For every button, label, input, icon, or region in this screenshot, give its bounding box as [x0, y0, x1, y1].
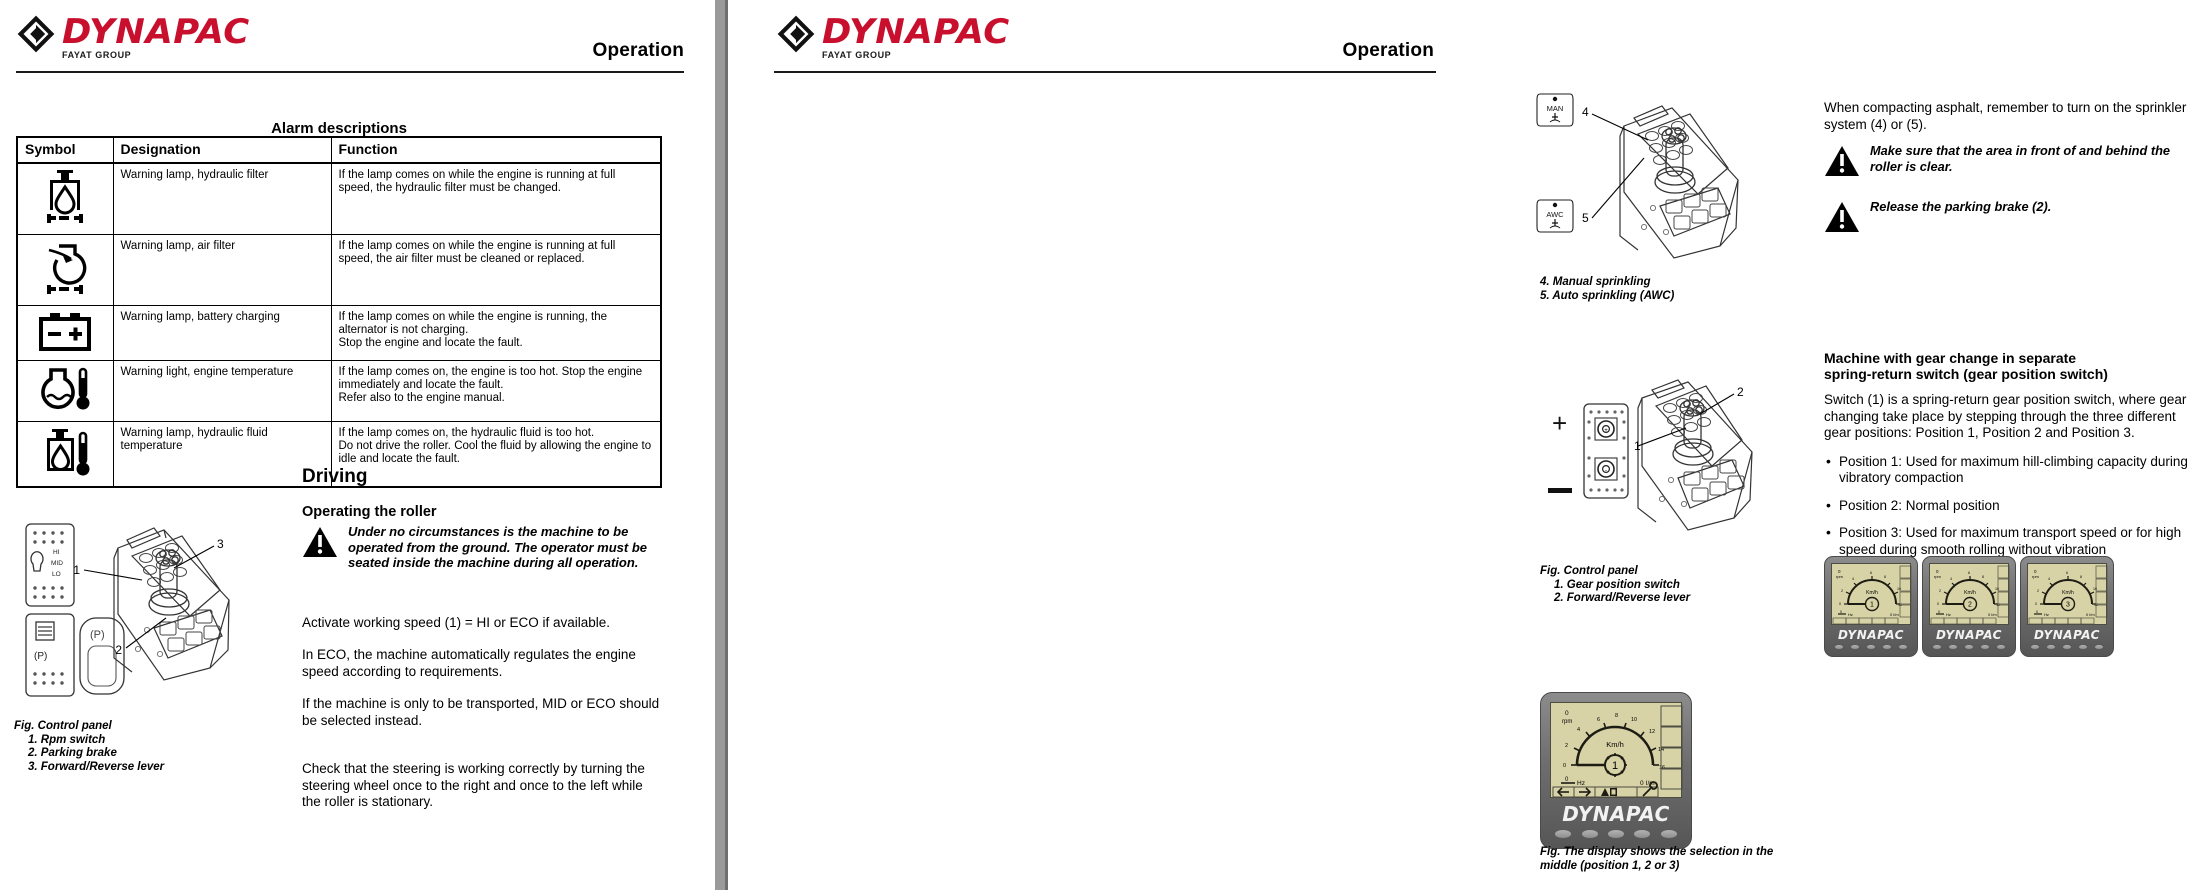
- gear-position-figure: [1538, 380, 1773, 570]
- gear-fig-item-2: 2. Forward/Reverse lever: [1554, 592, 1691, 604]
- display-button[interactable]: [1581, 829, 1599, 839]
- driving-paragraph-1: Activate working speed (1) = HI or ECO if available.: [302, 614, 611, 630]
- sprinkler-warning-1-text: Make sure that the area in front of and behind the roller is clear.: [1870, 143, 2171, 174]
- sprinkler-text-block: [1824, 100, 2192, 233]
- svg-text:14: 14: [1658, 747, 1665, 753]
- designation-cell: Warning lamp, hydraulic fluid temperature: [113, 422, 331, 488]
- table-row: [17, 235, 661, 306]
- callout-2: 2: [115, 643, 122, 657]
- function-cell: If the lamp comes on while the engine is running at full speed, the air filter must be cleaned or replaced.: [331, 235, 661, 306]
- function-cell: If the lamp comes on while the engine is running, the alternator is not charging. Stop the engine and locate the fault.: [331, 306, 661, 361]
- svg-text:16: 16: [1659, 765, 1666, 771]
- gear-intro: Switch (1) is a spring-return gear position switch, where gear changing take place by stepping through the three different gear positions: Position 1, Position 2 and Position 3.: [1824, 392, 2187, 440]
- svg-text:8: 8: [1884, 575, 1886, 579]
- symbol-cell: [17, 361, 113, 422]
- display-unit-position-1: [1824, 556, 1918, 657]
- symbol-cell: [17, 163, 113, 235]
- right-page-header: [760, 0, 1450, 78]
- svg-text:0: 0: [2036, 610, 2038, 614]
- rpm-label: rpm: [1562, 719, 1573, 725]
- svg-text:Km/h: Km/h: [2062, 590, 2074, 596]
- svg-text:0: 0: [1839, 602, 1841, 606]
- dynapac-diamond-icon: [16, 14, 56, 54]
- table-header-row: [17, 137, 661, 163]
- gear-value: 2: [1968, 601, 1972, 609]
- display-button[interactable]: [2046, 644, 2056, 650]
- svg-text:0: 0: [1936, 569, 1939, 574]
- display-button[interactable]: [1882, 644, 1892, 650]
- gear-heading-line-2: spring-return switch (gear position switch): [1824, 366, 2108, 382]
- fig-item-1: 1. Rpm switch: [28, 733, 106, 746]
- svg-text:Km/h: Km/h: [1964, 590, 1976, 596]
- left-page: [0, 0, 700, 890]
- svg-text:8: 8: [1615, 713, 1619, 719]
- display-button[interactable]: [1866, 644, 1876, 650]
- function-cell: If the lamp comes on while the engine is running at full speed, the hydraulic filter must be changed.: [331, 163, 661, 235]
- list-item: • Position 3: Used for maximum transport speed or for high speed during smooth rolling without vibration: [1824, 525, 2192, 558]
- svg-text:0: 0: [1840, 610, 1842, 614]
- svg-text:Hz: Hz: [1946, 612, 1951, 617]
- gear-heading-line-1: Machine with gear change in separate: [1824, 350, 2077, 366]
- display-button[interactable]: [1834, 644, 1844, 650]
- header-rule-left: [16, 71, 684, 73]
- svg-text:0: 0: [1563, 763, 1567, 769]
- display-unit-strip: [1824, 556, 2114, 657]
- sprinkler-control-illustration: [1532, 88, 1772, 278]
- warning-triangle-icon: [1824, 201, 1860, 233]
- gear-value-large: 1: [1611, 760, 1619, 772]
- callout-4: 4: [1582, 105, 1589, 119]
- svg-text:8: 8: [2080, 575, 2082, 579]
- dynapac-diamond-icon: [776, 14, 816, 54]
- col-header-function: Function: [331, 137, 661, 163]
- function-cell: If the lamp comes on, the hydraulic fluid is too hot. Do not drive the roller. Cool the fluid by allowing the engine to idle and locate the fault.: [331, 422, 661, 488]
- control-panel-figure-caption: [14, 720, 264, 774]
- svg-text:2: 2: [1565, 743, 1569, 749]
- svg-text:0 l/m: 0 l/m: [1988, 612, 1997, 617]
- driving-paragraph-4: Check that the steering is working correctly by turning the steering wheel once to the right and once to the left while the roller is stationary.: [302, 761, 645, 809]
- svg-text:Km/h: Km/h: [1866, 590, 1878, 596]
- alarm-descriptions-table: [16, 136, 662, 488]
- display-figure-caption: Fig. The display shows the selection in the middle (position 1, 2 or 3): [1540, 846, 1774, 872]
- callout-2: 2: [1737, 385, 1744, 399]
- gauge-display-3: [2028, 564, 2108, 624]
- svg-text:12: 12: [1996, 603, 2000, 607]
- svg-text:Hz: Hz: [2044, 612, 2049, 617]
- gauge-display-large: [1551, 703, 1685, 797]
- display-button[interactable]: [1633, 829, 1651, 839]
- svg-text:AWC: AWC: [1546, 210, 1564, 219]
- symbol-cell: [17, 306, 113, 361]
- warning-triangle-icon: [1824, 145, 1860, 177]
- display-unit-position-2: [1922, 556, 2016, 657]
- display-button[interactable]: [1932, 644, 1942, 650]
- svg-text:4: 4: [1852, 577, 1854, 581]
- svg-text:10: 10: [1631, 717, 1638, 723]
- display-button-row[interactable]: [1831, 644, 1911, 650]
- page-gutter-line: [725, 0, 728, 890]
- sprinkler-cap-item-2: 5. Auto sprinkling (AWC): [1540, 289, 1675, 302]
- alarm-table-wrap: [16, 136, 662, 488]
- fig-item-3: 3. Forward/Reverse lever: [28, 760, 165, 773]
- list-item: • Position 1: Used for maximum hill-climbing capacity during vibratory compaction: [1824, 454, 2192, 487]
- table-row: [17, 306, 661, 361]
- gauge-display-1: [1832, 564, 1912, 624]
- svg-text:MAN: MAN: [1546, 104, 1564, 113]
- alarm-descriptions-title: Alarm descriptions: [271, 120, 407, 137]
- display-button-row[interactable]: [1929, 644, 2009, 650]
- right-arrow-icon: [1579, 788, 1590, 796]
- svg-text:0 l/m: 0 l/m: [2086, 612, 2095, 617]
- engine-temperature-warning-icon: [35, 366, 95, 414]
- rpm-value: 0: [1565, 710, 1569, 717]
- flow-label: l/m: [1646, 780, 1655, 787]
- svg-text:0: 0: [2034, 569, 2037, 574]
- table-row: [17, 361, 661, 422]
- svg-text:rpm: rpm: [1836, 574, 1843, 579]
- display-button[interactable]: [2078, 644, 2088, 650]
- gear-position-list: [1824, 454, 2192, 559]
- brand-subtitle: FAYAT GROUP: [62, 50, 132, 60]
- display-brand: DYNAPAC: [1838, 628, 1904, 642]
- display-unit-large: [1540, 692, 1740, 849]
- svg-text:0 l/m: 0 l/m: [1890, 612, 1899, 617]
- driving-paragraph-3: If the machine is only to be transported, MID or ECO should be selected instead.: [302, 696, 660, 728]
- display-button[interactable]: [1660, 829, 1678, 839]
- operating-roller-subheading: Operating the roller: [302, 504, 437, 520]
- sprinkler-cap-item-1: 4. Manual sprinkling: [1540, 276, 1651, 288]
- svg-text:2: 2: [2037, 589, 2039, 593]
- air-filter-warning-icon: [37, 240, 93, 298]
- alarm-icon: [1601, 788, 1617, 796]
- gear-value: 1: [1870, 601, 1874, 609]
- display-button[interactable]: [1554, 829, 1572, 839]
- sprinkler-intro: When compacting asphalt, remember to turn on the sprinkler system (4) or (5).: [1824, 100, 2187, 132]
- sprinkler-figure-caption: [1540, 276, 1790, 303]
- fig-label: Fig. Control panel: [14, 720, 112, 732]
- brand-wordmark: DYNAPAC: [62, 12, 250, 52]
- brand-subtitle: FAYAT GROUP: [822, 50, 892, 60]
- designation-cell: Warning lamp, battery charging: [113, 306, 331, 361]
- warning-triangle-icon: [302, 526, 338, 558]
- page-gutter-shadow: [715, 0, 725, 890]
- svg-text:12: 12: [1649, 729, 1656, 735]
- function-cell: If the lamp comes on, the engine is too hot. Stop the engine immediately and locate the fault. Refer also to the engine manual.: [331, 361, 661, 422]
- svg-text:LO: LO: [52, 571, 61, 578]
- sprinkler-warning-2: [1824, 199, 2192, 233]
- display-button[interactable]: [1980, 644, 1990, 650]
- driving-heading: Driving: [302, 466, 368, 487]
- control-panel-illustration: [14, 518, 259, 718]
- svg-text:MID: MID: [51, 560, 63, 567]
- svg-text:Hz: Hz: [1848, 612, 1853, 617]
- display-unit-position-3: [2020, 556, 2114, 657]
- display-unit-large-body: [1540, 692, 1692, 849]
- display-brand-large: DYNAPAC: [1562, 802, 1670, 826]
- display-button[interactable]: [1996, 644, 2006, 650]
- svg-text:12: 12: [2094, 603, 2098, 607]
- gear-value: 3: [2066, 601, 2070, 609]
- speed-unit-label: Km/h: [1606, 740, 1624, 749]
- driving-section: [302, 466, 662, 827]
- symbol-cell: [17, 422, 113, 488]
- svg-text:10: 10: [2093, 587, 2097, 591]
- display-button-row[interactable]: [2027, 644, 2107, 650]
- col-header-designation: Designation: [113, 137, 331, 163]
- svg-text:12: 12: [1898, 603, 1902, 607]
- header-rule-right: [774, 71, 1436, 73]
- svg-text:6: 6: [1968, 571, 1970, 575]
- display-brand: DYNAPAC: [1936, 628, 2002, 642]
- driving-warning: [302, 524, 662, 571]
- svg-text:(P): (P): [34, 651, 48, 662]
- svg-text:0: 0: [2035, 602, 2037, 606]
- display-button[interactable]: [1948, 644, 1958, 650]
- display-brand: DYNAPAC: [2034, 628, 2100, 642]
- svg-text:+: +: [1604, 428, 1608, 434]
- callout-1: 1: [1634, 439, 1641, 453]
- hz-label: Hz: [1577, 780, 1585, 787]
- brand-wordmark: DYNAPAC: [822, 12, 1010, 52]
- svg-text:HI: HI: [53, 549, 60, 556]
- svg-text:6: 6: [2066, 571, 2068, 575]
- svg-text:(P): (P): [90, 629, 105, 641]
- designation-cell: Warning lamp, air filter: [113, 235, 331, 306]
- left-arrow-icon: [1558, 788, 1569, 796]
- gear-text-block: [1824, 350, 2192, 569]
- callout-3: 3: [217, 537, 224, 551]
- symbol-cell: [17, 235, 113, 306]
- svg-text:0: 0: [1838, 569, 1841, 574]
- svg-text:4: 4: [1950, 577, 1952, 581]
- svg-text:6: 6: [1597, 717, 1601, 723]
- list-item: • Position 2: Normal position: [1824, 498, 2192, 515]
- svg-text:rpm: rpm: [1934, 574, 1941, 579]
- sprinkler-warning-1: [1824, 143, 2192, 177]
- display-button[interactable]: [1964, 644, 1974, 650]
- display-button-row-large[interactable]: [1550, 829, 1682, 839]
- control-panel-figure: [14, 518, 259, 723]
- callout-1: 1: [73, 563, 80, 577]
- table-row: [17, 163, 661, 235]
- driving-paragraph-2: In ECO, the machine automatically regulates the engine speed according to requirements.: [302, 647, 636, 679]
- svg-text:-: -: [1605, 468, 1607, 474]
- page-title-right: Operation: [1342, 40, 1434, 61]
- dynapac-logo: [16, 12, 250, 60]
- col-header-symbol: Symbol: [17, 137, 113, 163]
- svg-text:rpm: rpm: [2032, 574, 2039, 579]
- gauge-display-2: [1930, 564, 2010, 624]
- gear-position-illustration: [1538, 380, 1773, 565]
- driving-warning-text: Under no circumstances is the machine to be operated from the ground. The operator must be seated inside the machine during all operation.: [348, 524, 648, 570]
- right-page: [760, 0, 2188, 890]
- sprinkler-warning-2-text: Release the parking brake (2).: [1870, 199, 2052, 214]
- page-title-left: Operation: [592, 40, 684, 61]
- designation-cell: Warning light, engine temperature: [113, 361, 331, 422]
- left-page-header: [0, 0, 700, 78]
- display-button[interactable]: [2094, 644, 2104, 650]
- svg-text:2: 2: [1841, 589, 1843, 593]
- dynapac-logo-right: [776, 12, 1010, 60]
- svg-text:6: 6: [1870, 571, 1872, 575]
- display-button[interactable]: [2030, 644, 2040, 650]
- display-button[interactable]: [2062, 644, 2072, 650]
- designation-cell: Warning lamp, hydraulic filter: [113, 163, 331, 235]
- flow-value: 0: [1640, 780, 1644, 787]
- svg-text:4: 4: [2048, 577, 2050, 581]
- hydraulic-filter-warning-icon: [37, 169, 93, 227]
- display-button[interactable]: [1898, 644, 1908, 650]
- gear-fig-item-1: 1. Gear position switch: [1554, 578, 1680, 591]
- svg-text:4: 4: [1577, 727, 1581, 733]
- display-button[interactable]: [1607, 829, 1625, 839]
- svg-text:10: 10: [1897, 587, 1901, 591]
- battery-charging-warning-icon: [36, 311, 94, 353]
- svg-text:8: 8: [1982, 575, 1984, 579]
- display-button[interactable]: [1850, 644, 1860, 650]
- gear-figure-caption: [1540, 565, 1790, 606]
- hz-value: 0: [1565, 777, 1569, 783]
- hydraulic-fluid-temperature-warning-icon: [35, 427, 95, 479]
- svg-text:10: 10: [1995, 587, 1999, 591]
- svg-text:2: 2: [1939, 589, 1941, 593]
- plus-symbol: +: [1552, 408, 1568, 438]
- minus-symbol: [1548, 488, 1572, 493]
- svg-text:0: 0: [1937, 602, 1939, 606]
- callout-5: 5: [1582, 211, 1589, 225]
- svg-text:0: 0: [1938, 610, 1940, 614]
- fig-item-2: 2. Parking brake: [28, 747, 117, 759]
- sprinkler-figure: [1532, 88, 1772, 283]
- fig-label: Fig. Control panel: [1540, 565, 1638, 577]
